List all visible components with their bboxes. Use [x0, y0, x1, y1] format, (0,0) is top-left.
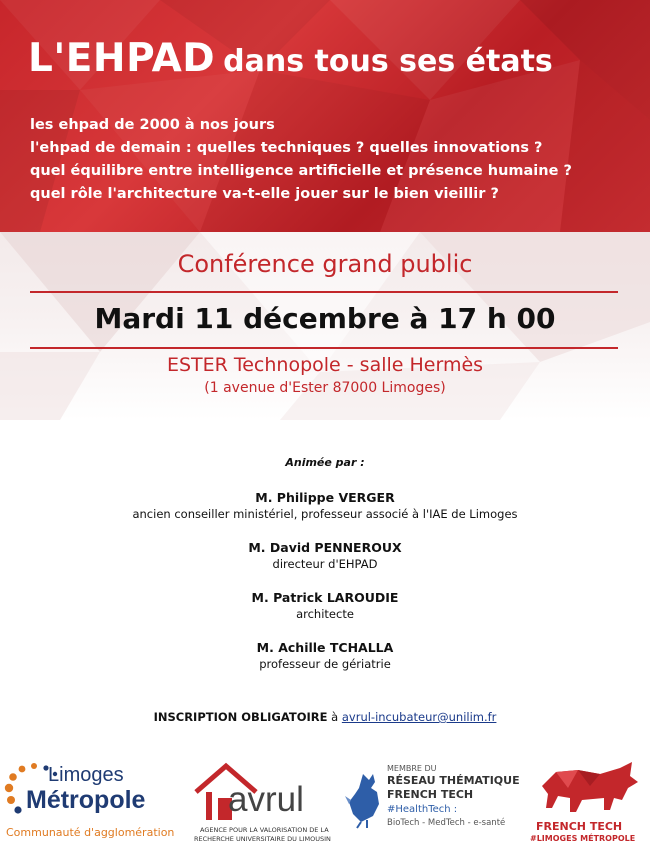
ft-limoges-line2: #LIMOGES MÉTROPOLE	[530, 834, 636, 843]
title-rest: dans tous ses états	[223, 44, 553, 79]
limoges-subtitle: Communauté d'agglomération	[6, 826, 175, 839]
host-entry	[0, 639, 650, 672]
event-address: (1 avenue d'Ester 87000 Limoges)	[204, 380, 446, 396]
registration-label: INSCRIPTION OBLIGATOIRE	[153, 710, 328, 724]
limoges-metropole-logo	[4, 758, 174, 848]
hosts-intro: Animée par :	[285, 456, 365, 469]
ft-network-line4: #HealthTech :	[387, 804, 458, 815]
event-title	[28, 36, 553, 81]
topic-item: quel équilibre entre intelligence artificielle et présence humaine ?	[30, 163, 572, 179]
ft-network-line3: FRENCH TECH	[387, 788, 474, 801]
frenchtech-network-logo	[343, 764, 528, 850]
registration-connector: à	[331, 710, 339, 724]
topic-item: quel rôle l'architecture va-t-elle jouer sur le bien vieillir ?	[30, 186, 499, 202]
topic-item: l'ehpad de demain : quelles techniques ? quelles innovations ?	[30, 140, 543, 156]
host-name: M. David PENNEROUX	[248, 540, 402, 555]
event-type: Conférence grand public	[177, 250, 473, 278]
host-entry	[0, 489, 650, 522]
host-entry	[0, 539, 650, 572]
hosts-section	[0, 456, 650, 689]
event-date: Mardi 11 décembre à 17 h 00	[94, 302, 556, 335]
bull-icon	[534, 758, 644, 818]
host-name: M. Philippe VERGER	[255, 490, 395, 505]
avrul-line1: AGENCE POUR LA VALORISATION DE LA	[200, 826, 329, 834]
host-role: directeur d'EHPAD	[272, 557, 378, 571]
hero-banner	[0, 0, 650, 232]
ft-network-line1: MEMBRE DU	[387, 764, 437, 773]
avrul-name: avrul	[228, 780, 304, 819]
host-role: professeur de gériatrie	[259, 657, 391, 671]
host-entry	[0, 589, 650, 622]
host-name: M. Patrick LAROUDIE	[251, 590, 399, 605]
rooster-icon	[343, 770, 391, 830]
divider-top	[30, 291, 618, 293]
event-venue: ESTER Technopole - salle Hermès	[166, 354, 484, 376]
topic-item: les ehpad de 2000 à nos jours	[30, 117, 275, 133]
frenchtech-limoges-logo	[530, 758, 648, 850]
ft-limoges-line1: FRENCH TECH	[536, 820, 623, 833]
ft-network-line2: RÉSEAU THÉMATIQUE	[387, 774, 520, 787]
ft-network-line5: BioTech - MedTech - e-santé	[387, 818, 506, 828]
topics-list	[30, 114, 572, 206]
avrul-line2: RECHERCHE UNIVERSITAIRE DU LIMOUSIN	[194, 835, 331, 843]
registration-line	[0, 710, 650, 724]
event-info-band	[0, 232, 650, 420]
partner-logos	[0, 752, 650, 850]
host-role: architecte	[296, 607, 354, 621]
host-role: ancien conseiller ministériel, professeur associé à l'IAE de Limoges	[132, 507, 518, 521]
divider-bottom	[30, 347, 618, 349]
title-main: L'EHPAD	[28, 36, 216, 81]
avrul-logo	[188, 760, 338, 850]
limoges-line1: Limoges	[48, 764, 124, 786]
limoges-line2: Métropole	[26, 786, 146, 814]
host-name: M. Achille TCHALLA	[256, 640, 394, 655]
registration-email-link[interactable]: avrul-incubateur@unilim.fr	[341, 710, 497, 724]
